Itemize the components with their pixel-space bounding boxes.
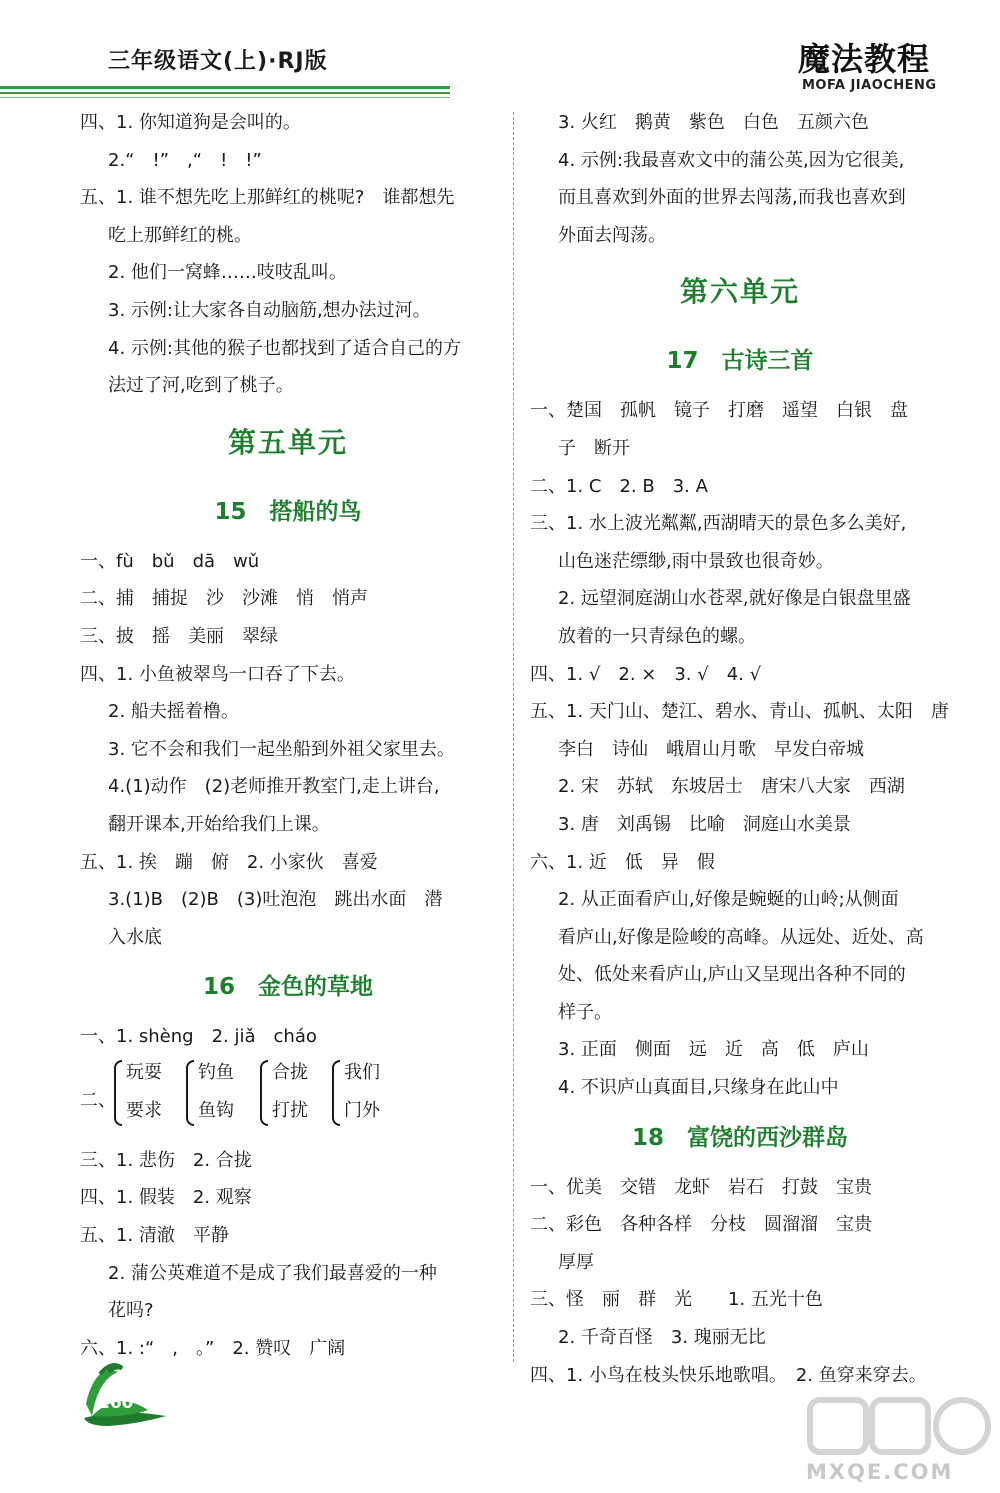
- column-divider: [513, 112, 514, 1362]
- word: 鱼钩: [198, 1099, 234, 1121]
- answer-line: 2.“ !” ,“ ! !”: [108, 149, 262, 171]
- lesson-heading: 15 搭船的鸟: [214, 498, 362, 525]
- answer-line: 一、1. shèng 2. jiǎ cháo: [80, 1026, 317, 1048]
- answer-line: 二、捕 捕捉 沙 沙滩 悄 悄声: [80, 588, 368, 610]
- answer-line: 五、1. 天门山、楚江、碧水、青山、孤帆、太阳 唐: [530, 701, 949, 723]
- word: 要求: [126, 1099, 162, 1121]
- header-rule: [0, 92, 450, 94]
- answer-line: 样子。: [558, 1001, 612, 1023]
- header-rule: [0, 97, 450, 98]
- answer-line: 处、低处来看庐山,庐山又呈现出各种不同的: [558, 964, 906, 986]
- brace-icon: [332, 1060, 340, 1126]
- answer-line: 而且喜欢到外面的世界去闯荡,而我也喜欢到: [558, 187, 906, 209]
- answer-line: 3. 它不会和我们一起坐船到外祖父家里去。: [108, 738, 455, 760]
- lesson-heading: 16 金色的草地: [202, 974, 373, 1001]
- word: 打扰: [272, 1099, 308, 1121]
- answer-line: 三、1. 水上波光粼粼,西湖晴天的景色多么美好,: [530, 513, 907, 535]
- bracket-answer-group: [80, 1056, 496, 1142]
- answer-line: 李白 诗仙 峨眉山月歌 早发白帝城: [558, 738, 864, 760]
- answer-line: 翻开课本,开始给我们上课。: [108, 813, 330, 835]
- answer-line: 花吗?: [108, 1300, 154, 1322]
- answer-line: 4. 示例:其他的猴子也都找到了适合自己的方: [108, 337, 461, 359]
- answer-line: 3. 正面 侧面 远 近 高 低 庐山: [558, 1039, 869, 1061]
- brace-icon: [186, 1060, 194, 1126]
- unit-heading: 第六单元: [679, 275, 800, 309]
- answer-line: 厚厚: [558, 1251, 594, 1273]
- answer-line: 四、1. 小鱼被翠鸟一口吞了下去。: [80, 663, 355, 685]
- answer-line: 3. 唐 刘禹锡 比喻 洞庭山水美景: [558, 813, 851, 835]
- answer-line: 放着的一只青绿色的螺。: [558, 625, 756, 647]
- left-column: [80, 104, 496, 1367]
- answer-line: 六、1. 近 低 异 假: [530, 851, 715, 873]
- lesson-heading: 17 古诗三首: [666, 348, 814, 375]
- lesson-heading: 18 富饶的西沙群岛: [631, 1124, 848, 1151]
- answer-line: 四、1. √ 2. × 3. √ 4. √: [530, 663, 762, 685]
- answer-line: 3. 示例:让大家各自动脑筋,想办法过河。: [108, 299, 431, 321]
- answer-line: 4. 示例:我最喜欢文中的蒲公英,因为它很美,: [558, 149, 905, 171]
- answer-line: 2. 远望洞庭湖山水苍翠,就好像是白银盘里盛: [558, 588, 911, 610]
- answer-line: 六、1. :“ , 。” 2. 赞叹 广阔: [80, 1337, 346, 1359]
- answer-line: 3.(1)B (2)B (3)吐泡泡 跳出水面 潜: [108, 889, 443, 911]
- word: 钓鱼: [198, 1061, 234, 1083]
- word: 我们: [344, 1061, 380, 1083]
- answer-line: 法过了河,吃到了桃子。: [108, 375, 294, 397]
- brace-icon: [260, 1060, 268, 1126]
- answer-line: 外面去闯荡。: [558, 224, 666, 246]
- word: 玩耍: [126, 1061, 162, 1083]
- answer-line: 三、怪 丽 群 光 1. 五光十色: [530, 1289, 823, 1311]
- answer-line: 四、1. 小鸟在枝头快乐地歌唱。 2. 鱼穿来穿去。: [530, 1364, 927, 1386]
- answer-line: 三、披 摇 美丽 翠绿: [80, 625, 278, 647]
- header-rule: [0, 86, 450, 89]
- answer-line: 一、楚国 孤帆 镜子 打磨 遥望 白银 盘: [530, 400, 908, 422]
- brace-icon: [114, 1060, 122, 1126]
- brand-logo-subtext: MOFA JIAOCHENG: [802, 78, 937, 93]
- answer-line: 四、1. 你知道狗是会叫的。: [80, 112, 301, 133]
- answer-line: 2. 从正面看庐山,好像是蜿蜒的山岭;从侧面: [558, 889, 899, 911]
- answer-line: 一、fù bǔ dā wǔ: [80, 550, 260, 572]
- right-column: [530, 104, 950, 1394]
- answer-line: 2. 船夫摇着橹。: [108, 701, 239, 723]
- page-number: 260: [98, 1393, 134, 1413]
- answer-line: 2. 宋 苏轼 东坡居士 唐宋八大家 西湖: [558, 776, 905, 798]
- answer-line: 3. 火红 鹅黄 紫色 白色 五颜六色: [558, 112, 869, 133]
- answer-line: 山色迷茫缥缈,雨中景致也很奇妙。: [558, 550, 834, 572]
- answer-line: 五、1. 挨 蹦 俯 2. 小家伙 喜爱: [80, 851, 378, 873]
- unit-heading: 第五单元: [227, 425, 348, 459]
- answer-line: 2. 千奇百怪 3. 瑰丽无比: [558, 1327, 766, 1349]
- answer-line: 一、优美 交错 龙虾 岩石 打鼓 宝贵: [530, 1176, 872, 1198]
- answer-line: 五、1. 谁不想先吃上那鲜红的桃呢? 谁都想先: [80, 187, 455, 209]
- answer-line: 子 断开: [558, 437, 630, 459]
- book-title: 三年级语文(上)·RJ版: [108, 49, 328, 74]
- answer-line: 吃上那鲜红的桃。: [108, 224, 252, 246]
- answer-line: 4.(1)动作 (2)老师推开教室门,走上讲台,: [108, 776, 440, 798]
- answer-line: 2. 他们一窝蜂……吱吱乱叫。: [108, 262, 347, 284]
- answer-line: 2. 蒲公英难道不是成了我们最喜爱的一种: [108, 1262, 437, 1284]
- answer-line: 二、1. C 2. B 3. A: [530, 475, 708, 497]
- question-number: 二、: [80, 1089, 116, 1111]
- answer-line: 入水底: [108, 926, 162, 948]
- word: 合拢: [272, 1061, 308, 1083]
- answer-line: 看庐山,好像是险峻的高峰。从远处、近处、高: [558, 926, 924, 948]
- word: 门外: [344, 1099, 380, 1121]
- brand-logo-text: 魔法教程: [798, 40, 931, 78]
- watermark-text: MXQE.COM: [806, 1460, 954, 1484]
- answer-line: 五、1. 清澈 平静: [80, 1225, 229, 1247]
- answer-line: 4. 不识庐山真面目,只缘身在此山中: [558, 1077, 839, 1099]
- answer-line: 三、1. 悲伤 2. 合拢: [80, 1149, 252, 1171]
- answer-line: 四、1. 假装 2. 观察: [80, 1187, 252, 1209]
- answer-line: 二、彩色 各种各样 分枝 圆溜溜 宝贵: [530, 1214, 872, 1236]
